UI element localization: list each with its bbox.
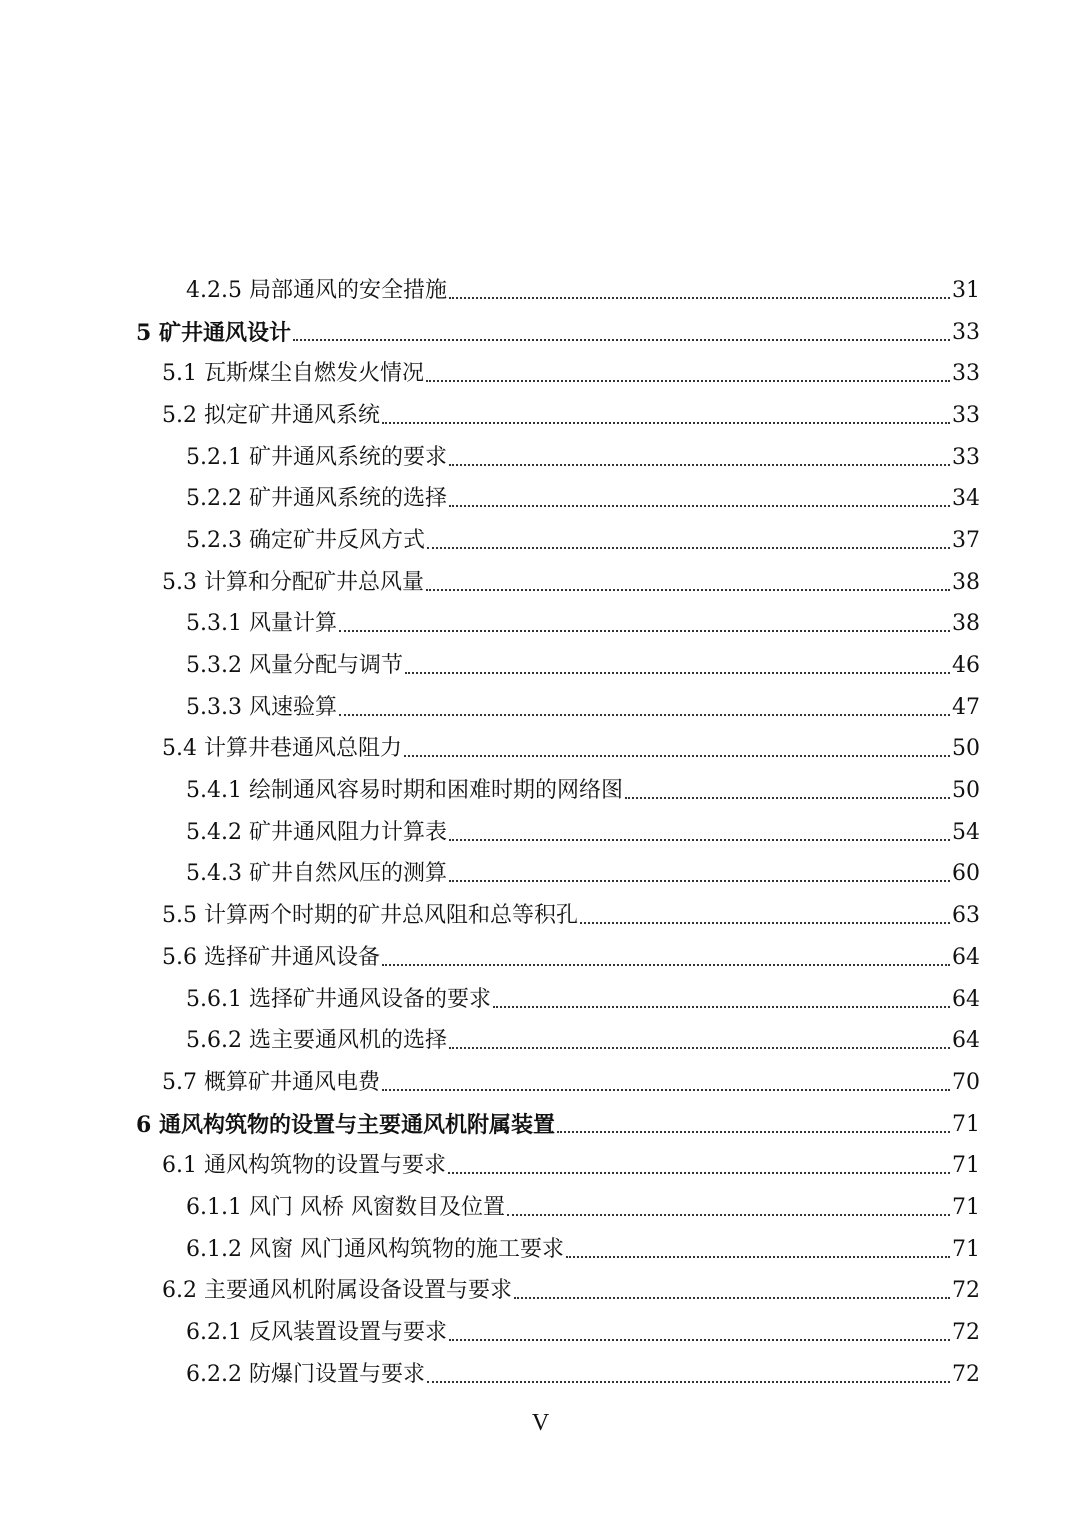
toc-entry-page-number: 71 [952, 1236, 980, 1262]
toc-entry-page-number: 72 [952, 1361, 980, 1387]
toc-entry-title: 5.2.3 确定矿井反风方式 [186, 527, 425, 553]
toc-entry-title: 6.2.2 防爆门设置与要求 [186, 1361, 425, 1387]
toc-dot-leader [625, 775, 950, 799]
toc-entry-page-number: 72 [952, 1278, 980, 1304]
table-of-contents [0, 270, 1081, 1396]
toc-entry-page-number: 71 [952, 1194, 980, 1220]
toc-entry-page-number: 46 [952, 653, 980, 679]
toc-entry-title: 6.2.1 反风装置设置与要求 [186, 1320, 447, 1346]
toc-entry[interactable] [0, 1062, 1081, 1104]
toc-dot-leader [382, 1067, 950, 1091]
toc-entry[interactable] [0, 437, 1081, 479]
toc-entry-page-number: 33 [952, 319, 980, 345]
toc-dot-leader [427, 525, 950, 549]
toc-entry[interactable] [0, 270, 1081, 312]
toc-entry[interactable] [0, 604, 1081, 646]
toc-dot-leader [493, 984, 950, 1008]
toc-dot-leader [405, 650, 950, 674]
toc-dot-leader [580, 900, 950, 924]
toc-entry-title: 5.4.2 矿井通风阻力计算表 [186, 819, 447, 845]
toc-entry-title: 5.4 计算井巷通风总阻力 [162, 736, 402, 762]
toc-entry[interactable] [0, 1020, 1081, 1062]
toc-dot-leader [449, 275, 950, 299]
toc-dot-leader [339, 608, 950, 632]
toc-entry[interactable] [0, 1187, 1081, 1229]
toc-entry-page-number: 38 [952, 569, 980, 595]
toc-entry-page-number: 47 [952, 694, 980, 720]
toc-entry-title: 5.3.3 风速验算 [186, 694, 337, 720]
toc-entry-page-number: 64 [952, 986, 980, 1012]
toc-entry-title: 5.1 瓦斯煤尘自燃发火情况 [162, 361, 424, 387]
toc-entry[interactable] [0, 1145, 1081, 1187]
toc-entry-page-number: 70 [952, 1069, 980, 1095]
toc-entry-title: 5.4.1 绘制通风容易时期和困难时期的网络图 [186, 778, 623, 804]
toc-entry-title: 5.3.2 风量分配与调节 [186, 653, 403, 679]
toc-entry[interactable] [0, 854, 1081, 896]
toc-dot-leader [339, 692, 950, 716]
toc-entry-title: 6.2 主要通风机附属设备设置与要求 [162, 1278, 512, 1304]
toc-entry[interactable] [0, 520, 1081, 562]
page-number: V [531, 1410, 550, 1436]
toc-dot-leader [449, 858, 950, 882]
toc-entry-page-number: 71 [952, 1153, 980, 1179]
toc-entry-page-number: 72 [952, 1320, 980, 1346]
toc-entry[interactable] [0, 1354, 1081, 1396]
toc-entry[interactable] [0, 687, 1081, 729]
toc-dot-leader [427, 1359, 950, 1383]
toc-entry-page-number: 71 [952, 1111, 980, 1137]
toc-entry-title: 5.6.2 选主要通风机的选择 [186, 1028, 447, 1054]
toc-dot-leader [566, 1234, 950, 1258]
toc-entry-page-number: 34 [952, 486, 980, 512]
toc-dot-leader [448, 1150, 950, 1174]
toc-entry-title: 6.1.2 风窗 风门通风构筑物的施工要求 [186, 1236, 564, 1262]
toc-entry[interactable] [0, 729, 1081, 771]
toc-dot-leader [449, 817, 950, 841]
toc-entry[interactable] [0, 353, 1081, 395]
toc-dot-leader [449, 1317, 950, 1341]
toc-entry[interactable] [0, 478, 1081, 520]
toc-dot-leader [557, 1109, 950, 1133]
toc-dot-leader [404, 733, 950, 757]
toc-dot-leader [507, 1192, 950, 1216]
toc-dot-leader [293, 317, 950, 341]
toc-entry[interactable] [0, 812, 1081, 854]
toc-entry[interactable] [0, 312, 1081, 354]
toc-entry[interactable] [0, 645, 1081, 687]
toc-entry-page-number: 38 [952, 611, 980, 637]
toc-entry-title: 5.3.1 风量计算 [186, 611, 337, 637]
toc-entry-page-number: 33 [952, 444, 980, 470]
toc-entry-page-number: 64 [952, 944, 980, 970]
toc-entry-title: 4.2.5 局部通风的安全措施 [186, 277, 447, 303]
toc-entry-title: 5.6 选择矿井通风设备 [162, 944, 380, 970]
toc-entry[interactable] [0, 937, 1081, 979]
toc-entry-title: 5.2.1 矿井通风系统的要求 [186, 444, 447, 470]
toc-entry[interactable] [0, 1312, 1081, 1354]
toc-dot-leader [449, 483, 950, 507]
toc-entry-title: 5.5 计算两个时期的矿井总风阻和总等积孔 [162, 903, 578, 929]
toc-entry[interactable] [0, 1229, 1081, 1271]
toc-dot-leader [514, 1275, 950, 1299]
toc-dot-leader [382, 400, 950, 424]
toc-entry[interactable] [0, 979, 1081, 1021]
toc-entry[interactable] [0, 1271, 1081, 1313]
toc-dot-leader [426, 358, 950, 382]
toc-entry-page-number: 37 [952, 527, 980, 553]
toc-dot-leader [382, 942, 950, 966]
toc-entry[interactable] [0, 395, 1081, 437]
toc-entry-page-number: 33 [952, 402, 980, 428]
toc-entry[interactable] [0, 1104, 1081, 1146]
toc-entry-page-number: 60 [952, 861, 980, 887]
toc-dot-leader [449, 1025, 950, 1049]
toc-entry-page-number: 54 [952, 819, 980, 845]
toc-entry-page-number: 63 [952, 903, 980, 929]
toc-entry-title: 5.3 计算和分配矿井总风量 [162, 569, 424, 595]
toc-entry-title: 6.1.1 风门 风桥 风窗数目及位置 [186, 1194, 505, 1220]
toc-entry-title: 5 矿井通风设计 [136, 319, 291, 346]
toc-dot-leader [449, 442, 950, 466]
toc-entry-title: 5.4.3 矿井自然风压的测算 [186, 861, 447, 887]
toc-entry-title: 5.2 拟定矿井通风系统 [162, 402, 380, 428]
toc-entry-title: 5.6.1 选择矿井通风设备的要求 [186, 986, 491, 1012]
toc-entry[interactable] [0, 770, 1081, 812]
toc-entry-title: 5.2.2 矿井通风系统的选择 [186, 486, 447, 512]
toc-entry[interactable] [0, 562, 1081, 604]
toc-entry-page-number: 64 [952, 1028, 980, 1054]
toc-entry-title: 6 通风构筑物的设置与主要通风机附属装置 [136, 1111, 555, 1138]
toc-entry-page-number: 31 [952, 277, 980, 303]
toc-entry-page-number: 50 [952, 778, 980, 804]
toc-entry-page-number: 50 [952, 736, 980, 762]
toc-entry[interactable] [0, 895, 1081, 937]
toc-entry-page-number: 33 [952, 361, 980, 387]
toc-dot-leader [426, 567, 950, 591]
toc-entry-title: 5.7 概算矿井通风电费 [162, 1069, 380, 1095]
toc-entry-title: 6.1 通风构筑物的设置与要求 [162, 1153, 446, 1179]
